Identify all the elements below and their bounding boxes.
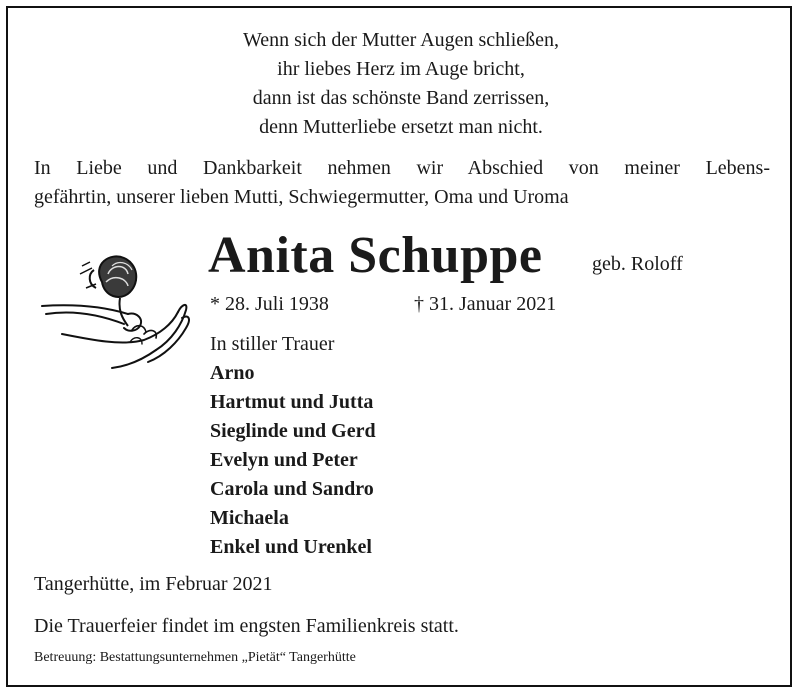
poem-line: ihr liebes Herz im Auge bricht, (277, 58, 525, 80)
mourners-label: In stiller Trauer (210, 333, 335, 355)
mourner-name: Arno (210, 362, 255, 384)
birth-date: * 28. Juli 1938 (210, 293, 329, 315)
poem (8, 26, 794, 142)
birth-name: geb. Roloff (592, 253, 683, 275)
farewell-text (34, 154, 770, 212)
deceased-name: Anita Schuppe (208, 227, 543, 284)
mourner-name: Michaela (210, 507, 289, 529)
mourner-name: Sieglinde und Gerd (210, 420, 376, 442)
mourner-name: Hartmut und Jutta (210, 391, 374, 413)
ceremony-note: Die Trauerfeier findet im engsten Familienkreis statt. (34, 615, 459, 637)
farewell-line: In Liebe und Dankbarkeit nehmen wir Abschied von meiner Lebens- (34, 157, 770, 179)
death-date: † 31. Januar 2021 (414, 293, 557, 315)
mourner-name: Enkel und Urenkel (210, 536, 372, 558)
obituary-notice (6, 6, 792, 687)
farewell-line: gefährtin, unserer lieben Mutti, Schwiegermutter, Oma und Uroma (34, 186, 569, 208)
mourners-list (210, 330, 376, 562)
poem-line: Wenn sich der Mutter Augen schließen, (242, 29, 560, 51)
hands-holding-rose-icon (32, 244, 192, 374)
mourner-name: Evelyn und Peter (210, 449, 358, 471)
poem-line: denn Mutterliebe ersetzt man nicht. (259, 116, 543, 138)
place-and-date: Tangerhütte, im Februar 2021 (34, 573, 273, 595)
funeral-home-note: Betreuung: Bestattungsunternehmen „Pietät“ Tangerhütte (34, 650, 356, 665)
poem-line: dann ist das schönste Band zerrissen, (252, 87, 550, 109)
mourner-name: Carola und Sandro (210, 478, 374, 500)
